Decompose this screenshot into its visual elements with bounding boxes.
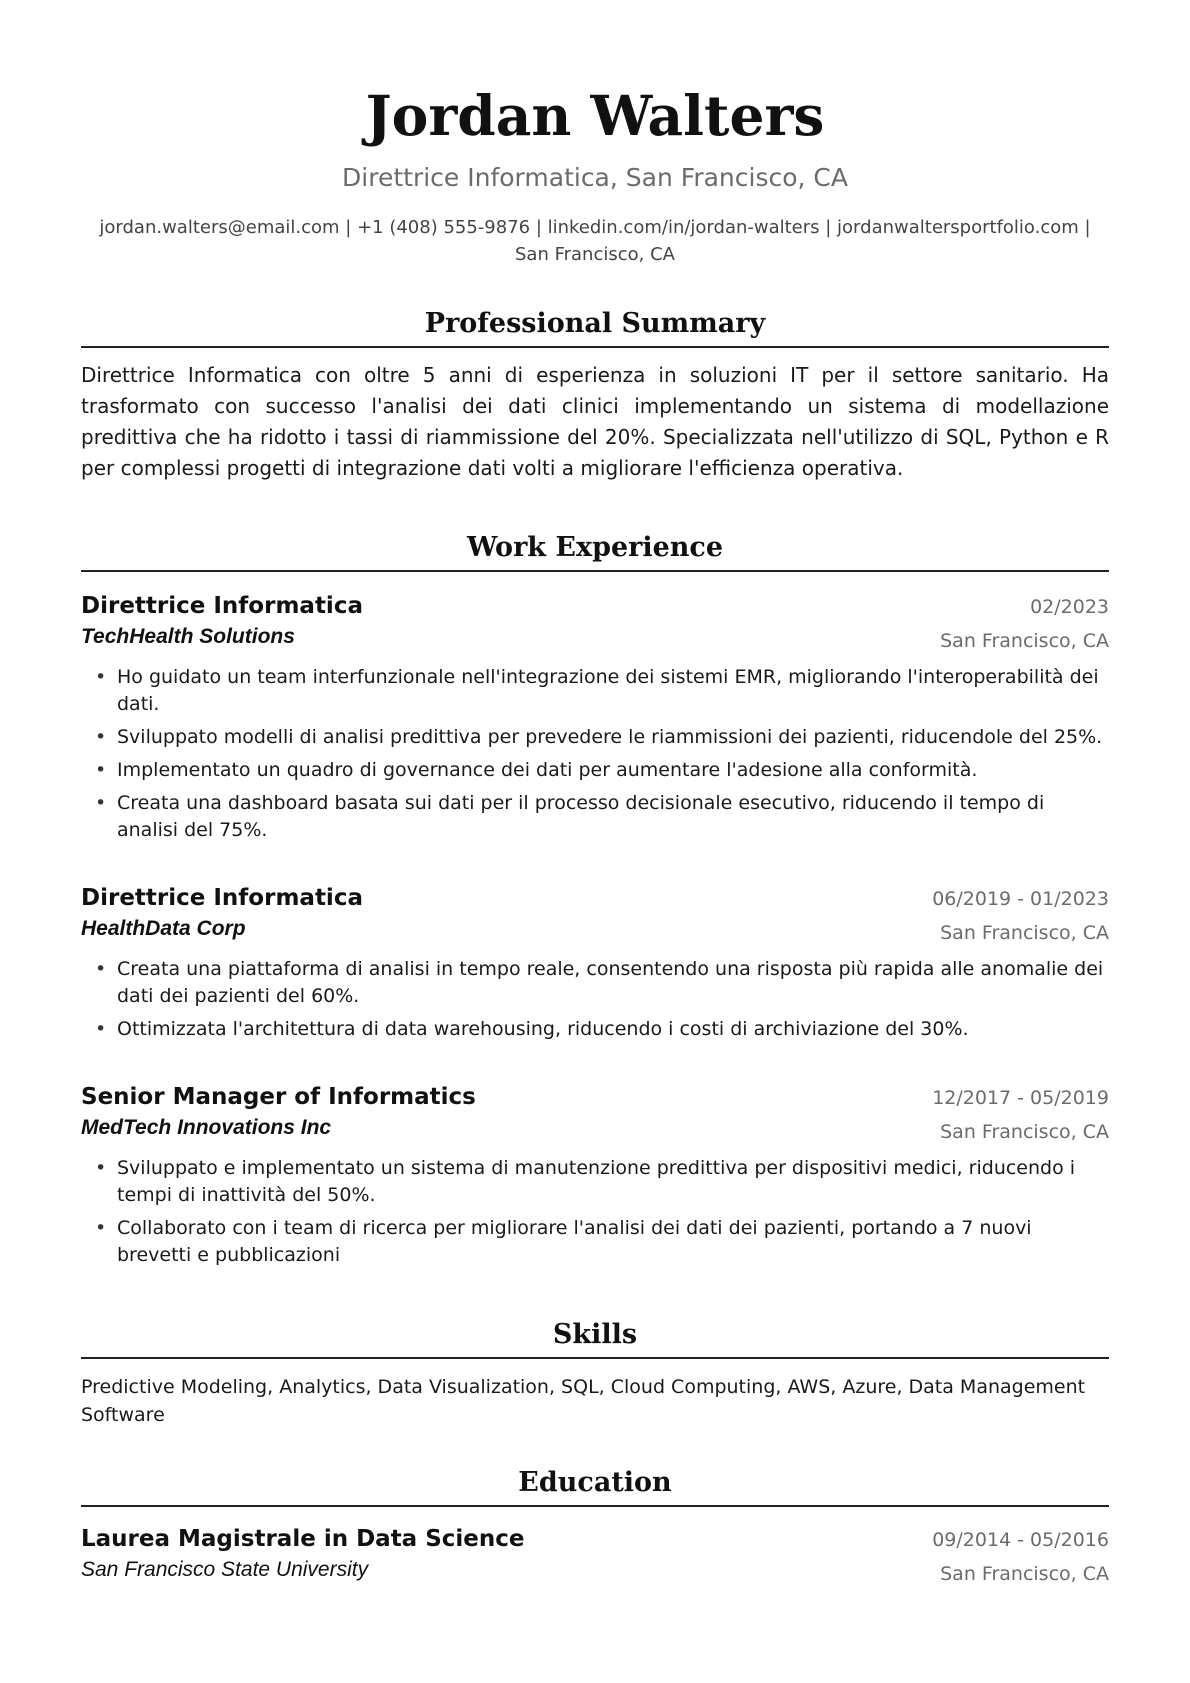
job-location: San Francisco, CA <box>940 630 1109 652</box>
job-title: Senior Manager of Informatics <box>81 1084 476 1110</box>
job-date: 06/2019 - 01/2023 <box>932 888 1109 910</box>
section-title-skills: Skills <box>81 1317 1109 1359</box>
job-bullet: • Creata una piattaforma di analisi in tempo reale, consentendo una risposta più rapida alle anomalie dei dati dei pazienti del 60%. <box>81 956 1109 1010</box>
job-bullets <box>81 956 1109 1043</box>
section-title-summary: Professional Summary <box>81 306 1109 348</box>
job-entry <box>81 1081 1109 1269</box>
job-location: San Francisco, CA <box>940 1121 1109 1143</box>
job-company-row <box>81 1113 1109 1143</box>
section-title-education: Education <box>81 1465 1109 1507</box>
section-title-work: Work Experience <box>81 530 1109 572</box>
education-entry <box>81 1523 1109 1585</box>
job-company: HealthData Corp <box>81 917 246 940</box>
job-bullet: • Creata una dashboard basata sui dati per il processo decisionale esecutivo, riducendo il tempo di analisi del 75%. <box>81 790 1109 844</box>
job-entry <box>81 590 1109 844</box>
skills-text: Predictive Modeling, Analytics, Data Visualization, SQL, Cloud Computing, AWS, Azure, Data Management Software <box>81 1376 1086 1426</box>
contact-line: jordan.walters@email.com | +1 (408) 555-9876 | linkedin.com/in/jordan-walters | jordanwaltersportfolio.com | San Francisco, CA <box>99 217 1091 265</box>
education-degree: Laurea Magistrale in Data Science <box>81 1526 525 1552</box>
job-bullet: • Ottimizzata l'architettura di data warehousing, riducendo i costi di archiviazione del 30%. <box>81 1016 1109 1043</box>
job-date: 12/2017 - 05/2019 <box>932 1087 1109 1109</box>
summary-text: Direttrice Informatica con oltre 5 anni di esperienza in soluzioni IT per il settore sanitario. Ha trasformato con successo l'analisi dei dati clinici implementando un sistema di modellazione predittiva che ha ridotto i tassi di riammissione del 20%. Specializzata nell'utilizzo di SQL, Python e R per complessi progetti di integrazione dati volti a migliorare l'efficienza operativa. <box>81 363 1109 480</box>
job-company-row <box>81 914 1109 944</box>
candidate-subtitle: Direttrice Informatica, San Francisco, CA <box>342 163 848 192</box>
job-bullet: • Implementato un quadro di governance dei dati per aumentare l'adesione alla conformità. <box>81 757 1109 784</box>
education-school: San Francisco State University <box>81 1558 369 1581</box>
job-header-row <box>81 882 1109 914</box>
job-title: Direttrice Informatica <box>81 593 363 619</box>
education-school-row <box>81 1555 1109 1585</box>
education-location: San Francisco, CA <box>940 1563 1109 1585</box>
job-bullet: • Sviluppato e implementato un sistema di manutenzione predittiva per dispositivi medici, riducendo i tempi di inattività del 50%. <box>81 1155 1109 1209</box>
education-header-row <box>81 1523 1109 1555</box>
job-entry <box>81 882 1109 1043</box>
job-location: San Francisco, CA <box>940 922 1109 944</box>
education-date: 09/2014 - 05/2016 <box>932 1529 1109 1551</box>
job-title: Direttrice Informatica <box>81 885 363 911</box>
job-header-row <box>81 590 1109 622</box>
job-bullet: • Collaborato con i team di ricerca per migliorare l'analisi dei dati dei pazienti, portando a 7 nuovi brevetti e pubblicazioni <box>81 1215 1109 1269</box>
job-company-row <box>81 622 1109 652</box>
job-bullet: • Ho guidato un team interfunzionale nell'integrazione dei sistemi EMR, migliorando l'interoperabilità dei dati. <box>81 664 1109 718</box>
job-company: MedTech Innovations Inc <box>81 1116 332 1139</box>
candidate-name: Jordan Walters <box>365 83 825 148</box>
job-company: TechHealth Solutions <box>81 625 295 648</box>
job-bullet: • Sviluppato modelli di analisi predittiva per prevedere le riammissioni dei pazienti, riducendole del 25%. <box>81 724 1109 751</box>
job-date: 02/2023 <box>1030 596 1109 618</box>
job-bullets <box>81 1155 1109 1269</box>
job-header-row <box>81 1081 1109 1113</box>
job-bullets <box>81 664 1109 844</box>
